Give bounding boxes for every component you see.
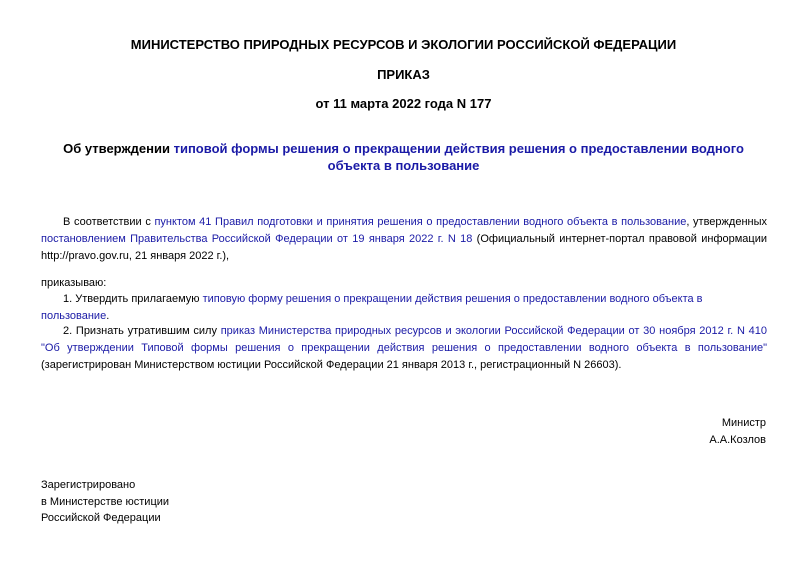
paragraph-item-1 <box>41 291 767 325</box>
item-1-text-start: 1. Утвердить прилагаемую <box>63 293 203 305</box>
paragraph-preamble <box>41 214 767 265</box>
document-type-heading: ПРИКАЗ <box>377 67 430 82</box>
document-date-heading: от 11 марта 2022 года N 177 <box>315 96 492 111</box>
paragraph-item-2 <box>41 323 767 374</box>
item-2-text-start: 2. Признать утратившим силу <box>63 325 221 337</box>
registration-line-3: Российской Федерации <box>41 512 161 524</box>
title-prefix: Об утверждении <box>63 141 174 156</box>
standard-form-link[interactable]: типовую форму решения о прекращении действия решения о предоставлении водного объекта в пользование <box>41 293 703 322</box>
registration-line-2: в Министерстве юстиции <box>41 496 170 508</box>
item-2-text-end: (зарегистрирован Министерством юстиции Российской Федерации 21 января 2013 г., регистрационный N 26603). <box>41 359 622 371</box>
rules-clause-link[interactable]: пунктом 41 Правил подготовки и принятия решения о предоставлении водного объекта в пользование <box>154 216 687 228</box>
signature-position: Министр <box>721 417 766 429</box>
item-1-text-end: . <box>106 310 110 322</box>
government-decree-link[interactable]: постановлением Правительства Российской Федерации от 19 января 2022 г. N 18 <box>41 233 473 245</box>
signature-name: А.А.Козлов <box>709 434 766 446</box>
document-title <box>45 140 762 174</box>
ministry-heading: МИНИСТЕРСТВО ПРИРОДНЫХ РЕСУРСОВ И ЭКОЛОГИИ РОССИЙСКОЙ ФЕДЕРАЦИИ <box>130 37 677 52</box>
repealed-order-link[interactable]: приказ Министерства природных ресурсов и экологии Российской Федерации от 30 ноября 2012 г. N 410 "Об утверждении Типовой формы решения о прекращении действия решения о предоставлении водного объекта в пользование" <box>41 325 767 354</box>
paragraph-order-word: приказываю: <box>41 277 107 289</box>
preamble-text-start: В соответствии с <box>63 216 155 228</box>
title-link[interactable]: типовой формы решения о прекращении действия решения о предоставлении водного объекта в пользование <box>173 141 744 173</box>
preamble-text-end: (Официальный интернет-портал правовой информации http://pravo.gov.ru, 21 января 2022 г.), <box>41 233 767 262</box>
preamble-text-middle: , утвержденных <box>686 216 767 228</box>
registration-line-1: Зарегистрировано <box>41 479 136 491</box>
